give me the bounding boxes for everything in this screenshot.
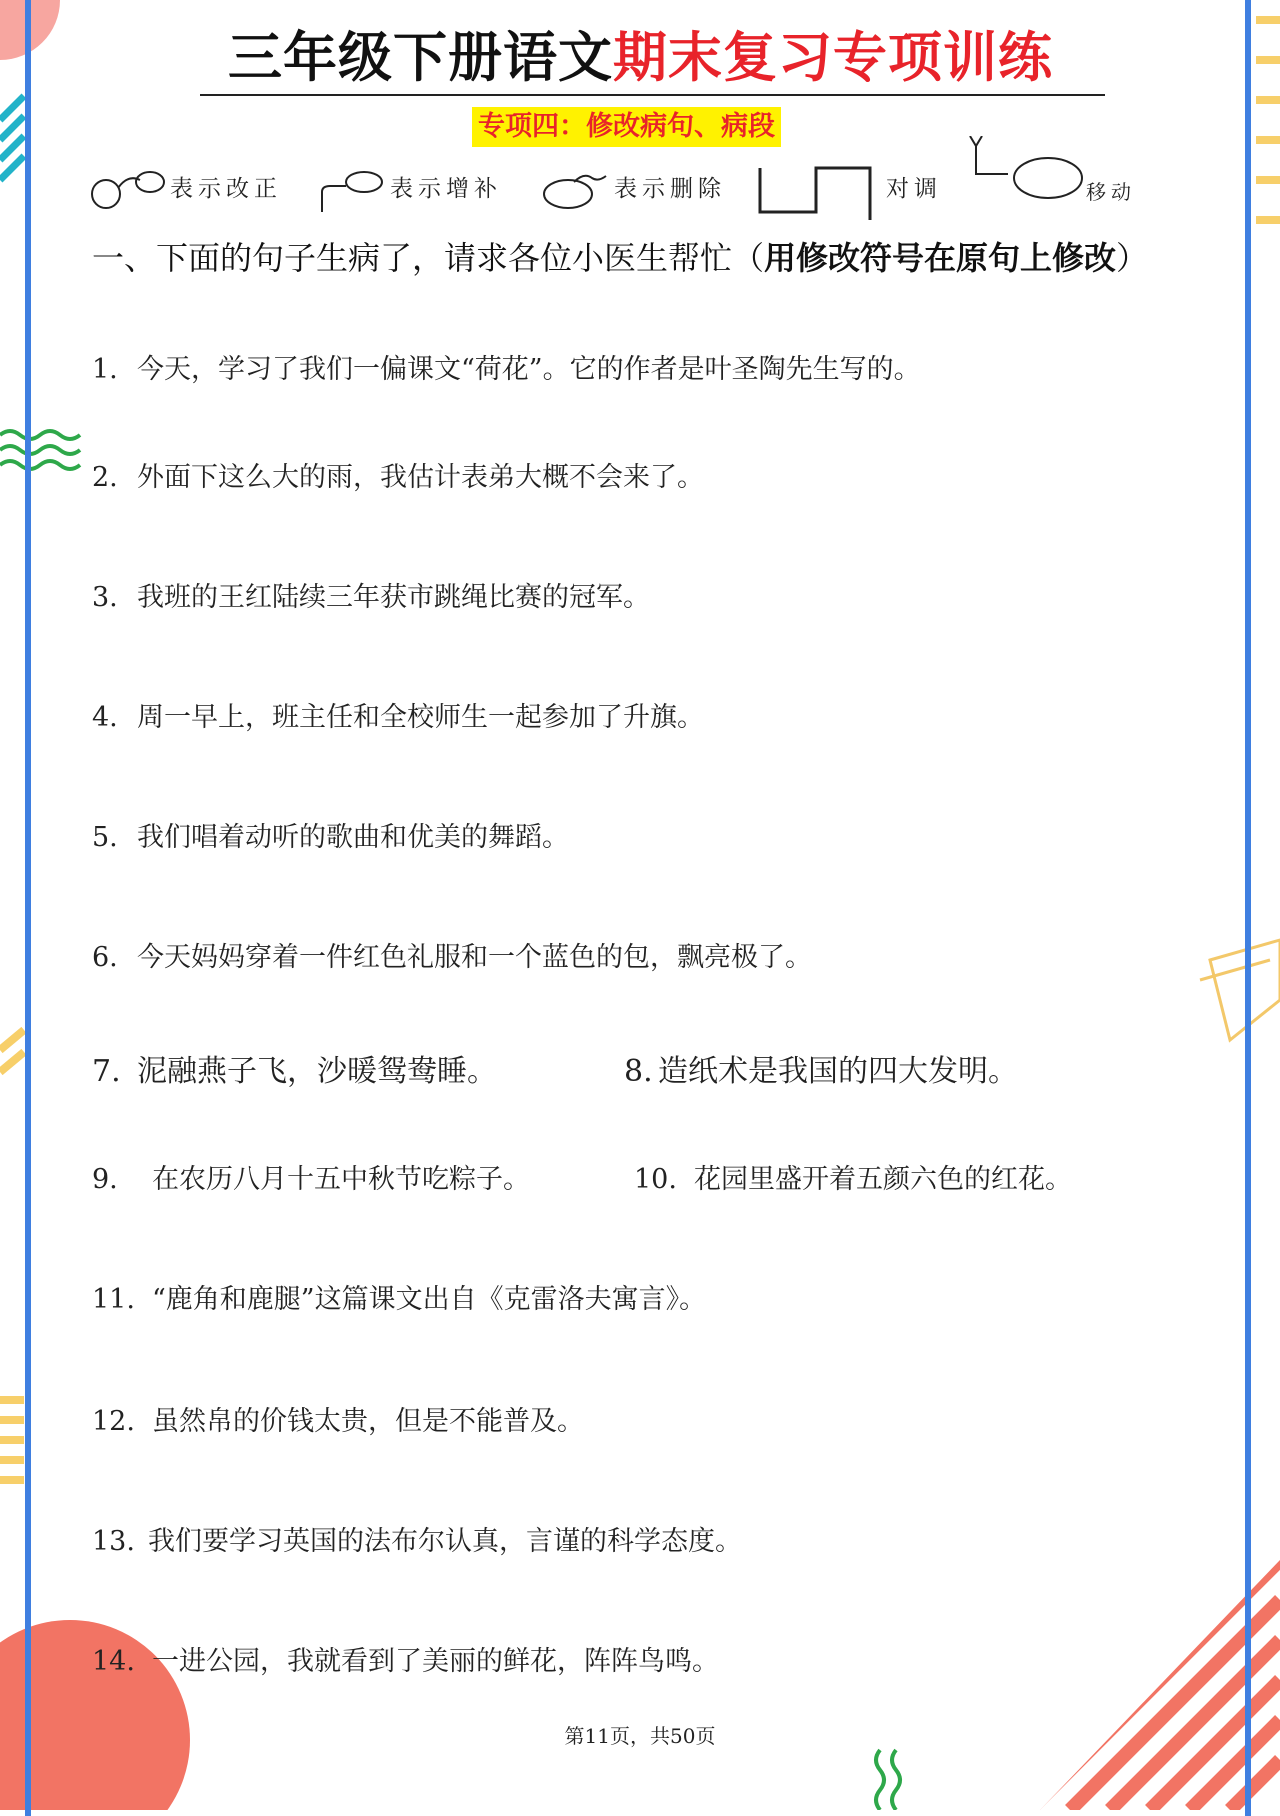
title-red-part: 期末复习专项训练 [613, 26, 1053, 89]
question-text: “鹿角和鹿腿”这篇课文出自《克雷洛夫寓言》。 [152, 1284, 707, 1315]
move-mark-icon [968, 136, 1088, 211]
question-3 [92, 580, 650, 616]
legend-label-move: 移动 [1086, 180, 1136, 204]
question-9 [92, 1162, 530, 1198]
legend-label-correction: 表示改正 [170, 176, 282, 202]
swap-mark-icon [756, 162, 881, 222]
question-number: 4. [92, 702, 118, 733]
title-black-part: 三年级下册语文 [228, 26, 613, 89]
page-title [228, 24, 1053, 92]
question-text: 造纸术是我国的四大发明。 [658, 1054, 1018, 1089]
legend-label-swap: 对调 [886, 176, 942, 202]
question-text: 泥融燕子飞，沙暖鸳鸯睡。 [137, 1054, 497, 1089]
question-number: 2. [92, 462, 118, 493]
legend-label-deletion: 表示删除 [614, 176, 726, 202]
question-text: 周一早上，班主任和全校师生一起参加了升旗。 [137, 702, 704, 733]
question-7 [92, 1054, 497, 1090]
question-number: 8. [624, 1054, 653, 1089]
question-4 [92, 700, 704, 736]
question-text: 虽然帛的价钱太贵，但是不能普及。 [152, 1406, 584, 1437]
question-5 [92, 820, 569, 856]
page-footer: 第11页，共50页 [564, 1724, 716, 1748]
question-text: 今天妈妈穿着一件红色礼服和一个蓝色的包，飘亮极了。 [137, 942, 812, 973]
section-heading-bold: 用修改符号在原句上修改 [764, 239, 1117, 277]
section-heading-text: 一、下面的句子生病了，请求各位小医生帮忙（ [92, 239, 765, 277]
deletion-mark-icon [540, 164, 615, 224]
section-heading-end: ） [1116, 239, 1149, 277]
question-13 [92, 1524, 742, 1560]
question-text: 今天，学习了我们一偏课文“荷花”。它的作者是叶圣陶先生写的。 [137, 354, 921, 385]
question-2 [92, 460, 704, 496]
section-heading [92, 236, 1148, 280]
question-11 [92, 1282, 706, 1318]
question-6 [92, 940, 812, 976]
question-10 [634, 1162, 1072, 1198]
question-number: 9. [92, 1164, 118, 1195]
question-number: 11. [92, 1284, 135, 1315]
correction-mark-icon [88, 164, 168, 224]
question-text: 在农历八月十五中秋节吃粽子。 [152, 1164, 530, 1195]
question-text: 我们唱着动听的歌曲和优美的舞蹈。 [137, 822, 569, 853]
question-number: 6. [92, 942, 118, 973]
question-8 [624, 1054, 1018, 1090]
question-number: 3. [92, 582, 118, 613]
question-12 [92, 1404, 584, 1440]
question-text: 一进公园，我就看到了美丽的鲜花，阵阵鸟鸣。 [152, 1646, 719, 1677]
title-block [200, 24, 1105, 96]
question-text: 外面下这么大的雨，我估计表弟大概不会来了。 [137, 462, 704, 493]
question-number: 5. [92, 822, 118, 853]
title-underline [200, 94, 1105, 96]
insertion-mark-icon [316, 164, 391, 224]
question-number: 10. [634, 1164, 677, 1195]
legend-item-insertion [316, 150, 516, 225]
legend-item-deletion [540, 150, 760, 225]
legend-label-insertion: 表示增补 [390, 176, 502, 202]
correction-marks-legend [88, 150, 1148, 225]
legend-item-correction [88, 150, 298, 225]
legend-item-move [968, 150, 1148, 225]
legend-item-swap [756, 150, 946, 225]
question-text: 我们要学习英国的法布尔认真，言谨的科学态度。 [148, 1526, 742, 1557]
question-number: 7. [92, 1054, 121, 1089]
question-14 [92, 1644, 719, 1680]
question-text: 我班的王红陆续三年获市跳绳比赛的冠军。 [137, 582, 650, 613]
question-number: 1. [92, 354, 118, 385]
question-number: 14. [92, 1646, 135, 1677]
question-1 [92, 352, 921, 388]
question-text: 花园里盛开着五颜六色的红花。 [694, 1164, 1072, 1195]
page-subtitle: 专项四：修改病句、病段 [472, 107, 781, 147]
question-number: 13. [92, 1526, 135, 1557]
question-number: 12. [92, 1406, 135, 1437]
